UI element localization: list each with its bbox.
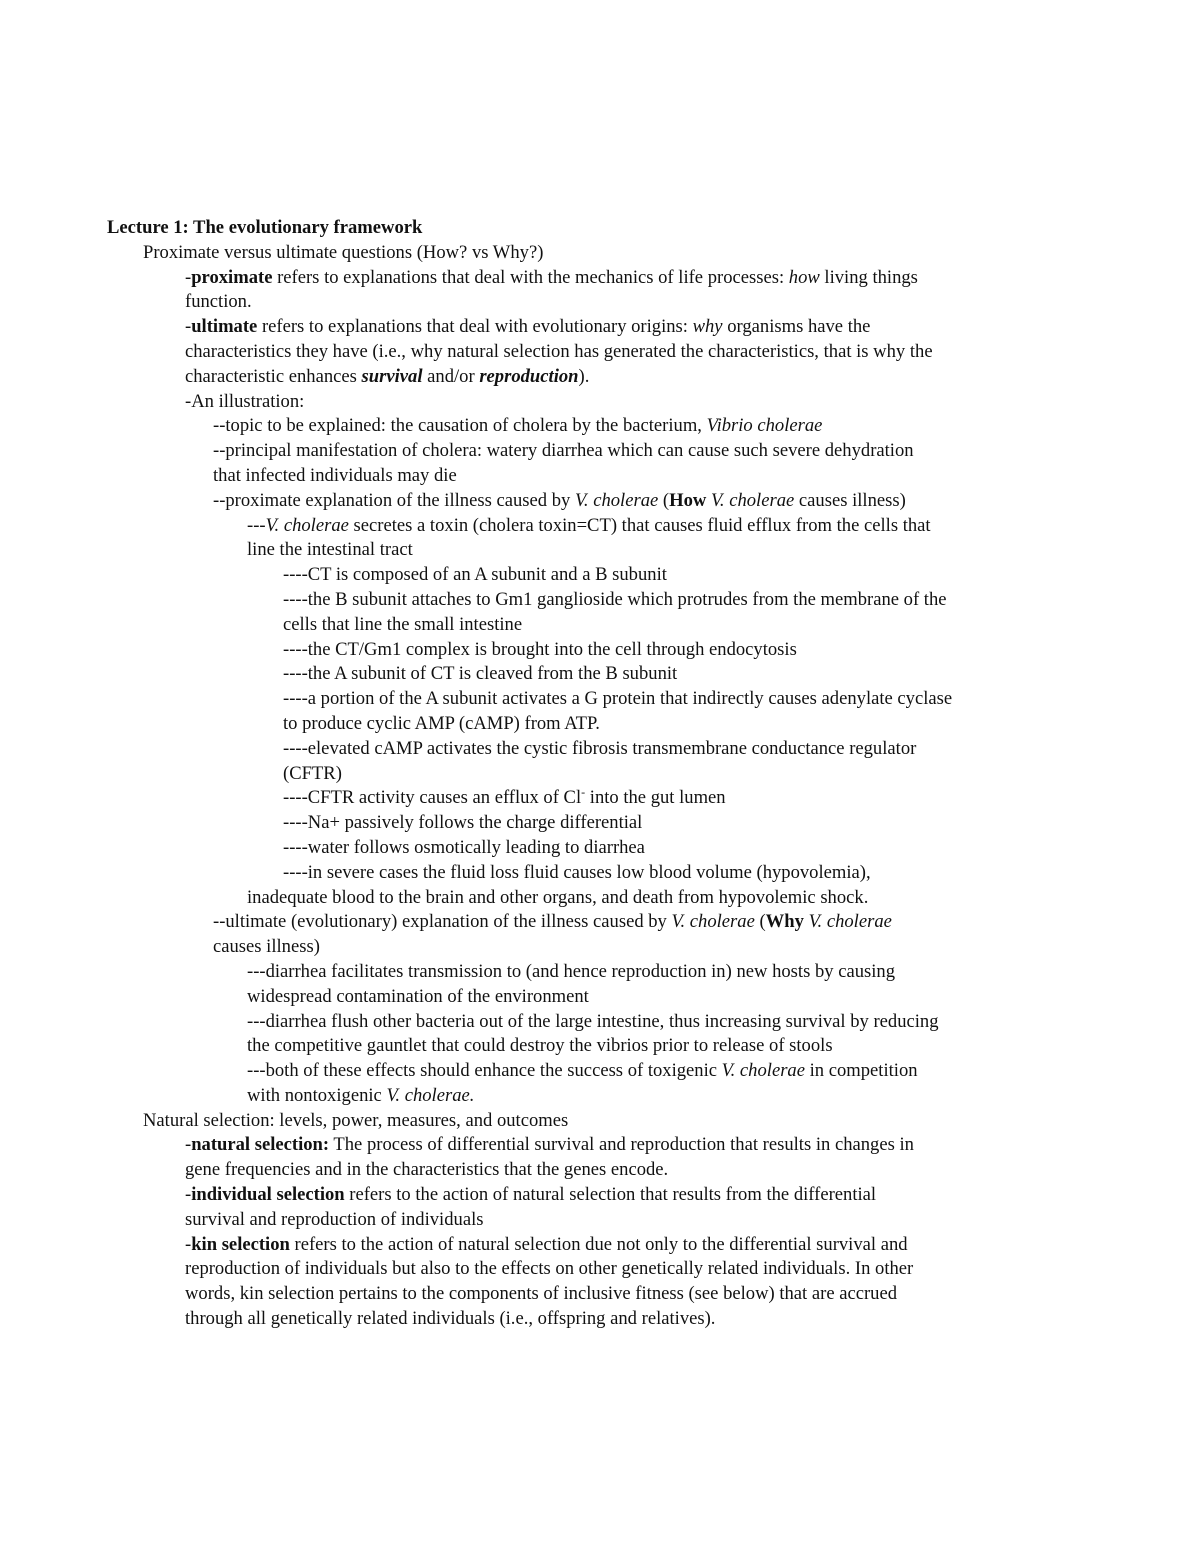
manifestation-line: --principal manifestation of cholera: watery diarrhea which can cause such severe dehydration (213, 440, 914, 462)
mechanism-step: ----in severe cases the fluid loss fluid causes low blood volume (hypovolemia), (283, 861, 871, 883)
ultimate-definition-cont-2: characteristic enhances survival and/or reproduction). (185, 365, 590, 387)
species-name: Vibrio cholerae (706, 415, 823, 437)
kin-selection-definition-cont: words, kin selection pertains to the components of inclusive fitness (see below) that are accrued (185, 1283, 898, 1305)
mechanism-step: cells that line the small intestine (283, 613, 523, 635)
ultimate-definition: -ultimate refers to explanations that deal with evolutionary origins: why organisms have the (185, 316, 871, 338)
kin-selection-definition-cont: reproduction of individuals but also to the effects on other genetically related individuals. In other (185, 1258, 914, 1280)
ultimate-explanation-heading: --ultimate (evolutionary) explanation of the illness caused by V. cholerae (Why V. cholerae (213, 911, 892, 933)
ultimate-point: ---diarrhea facilitates transmission to (and hence reproduction in) new hosts by causing (247, 960, 895, 982)
ultimate-point: widespread contamination of the environment (247, 985, 589, 1007)
toxin-line-cont: line the intestinal tract (247, 539, 413, 561)
ultimate-point-both: ---both of these effects should enhance the success of toxigenic V. cholerae in competition (247, 1060, 918, 1082)
mechanism-step: ----Na+ passively follows the charge differential (283, 812, 643, 834)
lecture-title: Lecture 1: The evolutionary framework (107, 217, 423, 238)
mechanism-step-cftr: ----CFTR activity causes an efflux of Cl- into the gut lumen (283, 785, 726, 809)
kin-selection-definition-cont: through all genetically related individuals (i.e., offspring and relatives). (185, 1308, 716, 1330)
ultimate-point: the competitive gauntlet that could destroy the vibrios prior to release of stools (247, 1035, 833, 1057)
proximate-term: proximate (191, 266, 273, 288)
kin-selection-definition: -kin selection refers to the action of natural selection due not only to the differential survival and (185, 1233, 908, 1255)
proximate-definition-cont: function. (185, 291, 252, 313)
individual-selection-definition: -individual selection refers to the action of natural selection that results from the differential (185, 1184, 877, 1206)
ultimate-term: ultimate (191, 316, 258, 338)
topic-line: --topic to be explained: the causation of cholera by the bacterium, Vibrio cholerae (213, 415, 823, 437)
mechanism-step: ----elevated cAMP activates the cystic fibrosis transmembrane conductance regulator (283, 737, 917, 759)
mechanism-step: (CFTR) (283, 762, 342, 784)
mechanism-step: ----the CT/Gm1 complex is brought into the cell through endocytosis (283, 638, 797, 660)
ultimate-explanation-heading-cont: causes illness) (213, 936, 320, 958)
ultimate-point-both-cont: with nontoxigenic V. cholerae. (247, 1084, 475, 1106)
mechanism-step: ----the B subunit attaches to Gm1 ganglioside which protrudes from the membrane of the (283, 588, 947, 610)
ultimate-definition-cont: characteristics they have (i.e., why natural selection has generated the characteristics, that is why the (185, 340, 933, 362)
manifestation-line-cont: that infected individuals may die (213, 464, 457, 486)
natural-selection-definition-cont: gene frequencies and in the characteristics that the genes encode. (185, 1159, 669, 1181)
mechanism-step: ----CT is composed of an A subunit and a B subunit (283, 564, 667, 586)
section-heading-natural-selection: Natural selection: levels, power, measures, and outcomes (143, 1109, 569, 1131)
illustration-label: -An illustration: (185, 390, 305, 412)
ultimate-point: ---diarrhea flush other bacteria out of the large intestine, thus increasing survival by reducing (247, 1010, 939, 1032)
mechanism-step: ----a portion of the A subunit activates a G protein that indirectly causes adenylate cyclase (283, 688, 953, 710)
shock-line: inadequate blood to the brain and other organs, and death from hypovolemic shock. (247, 886, 869, 908)
proximate-explanation-heading: --proximate explanation of the illness caused by V. cholerae (How V. cholerae causes illness) (213, 489, 906, 511)
mechanism-step: to produce cyclic AMP (cAMP) from ATP. (283, 712, 600, 734)
proximate-definition: -proximate refers to explanations that deal with the mechanics of life processes: how living things (185, 266, 918, 288)
mechanism-step: ----water follows osmotically leading to diarrhea (283, 836, 645, 858)
mechanism-step: ----the A subunit of CT is cleaved from the B subunit (283, 663, 678, 685)
section-heading-questions: Proximate versus ultimate questions (How? vs Why?) (143, 241, 544, 263)
why-emphasis: why (692, 316, 723, 338)
toxin-line: ---V. cholerae secretes a toxin (cholera toxin=CT) that causes fluid efflux from the cells that (247, 514, 931, 536)
individual-selection-definition-cont: survival and reproduction of individuals (185, 1208, 484, 1230)
reproduction-emphasis: reproduction (479, 365, 579, 387)
how-emphasis: how (788, 266, 820, 288)
document-body (107, 216, 1067, 1332)
natural-selection-definition: -natural selection: The process of differential survival and reproduction that results in changes in (185, 1134, 914, 1156)
survival-emphasis: survival (361, 365, 423, 387)
